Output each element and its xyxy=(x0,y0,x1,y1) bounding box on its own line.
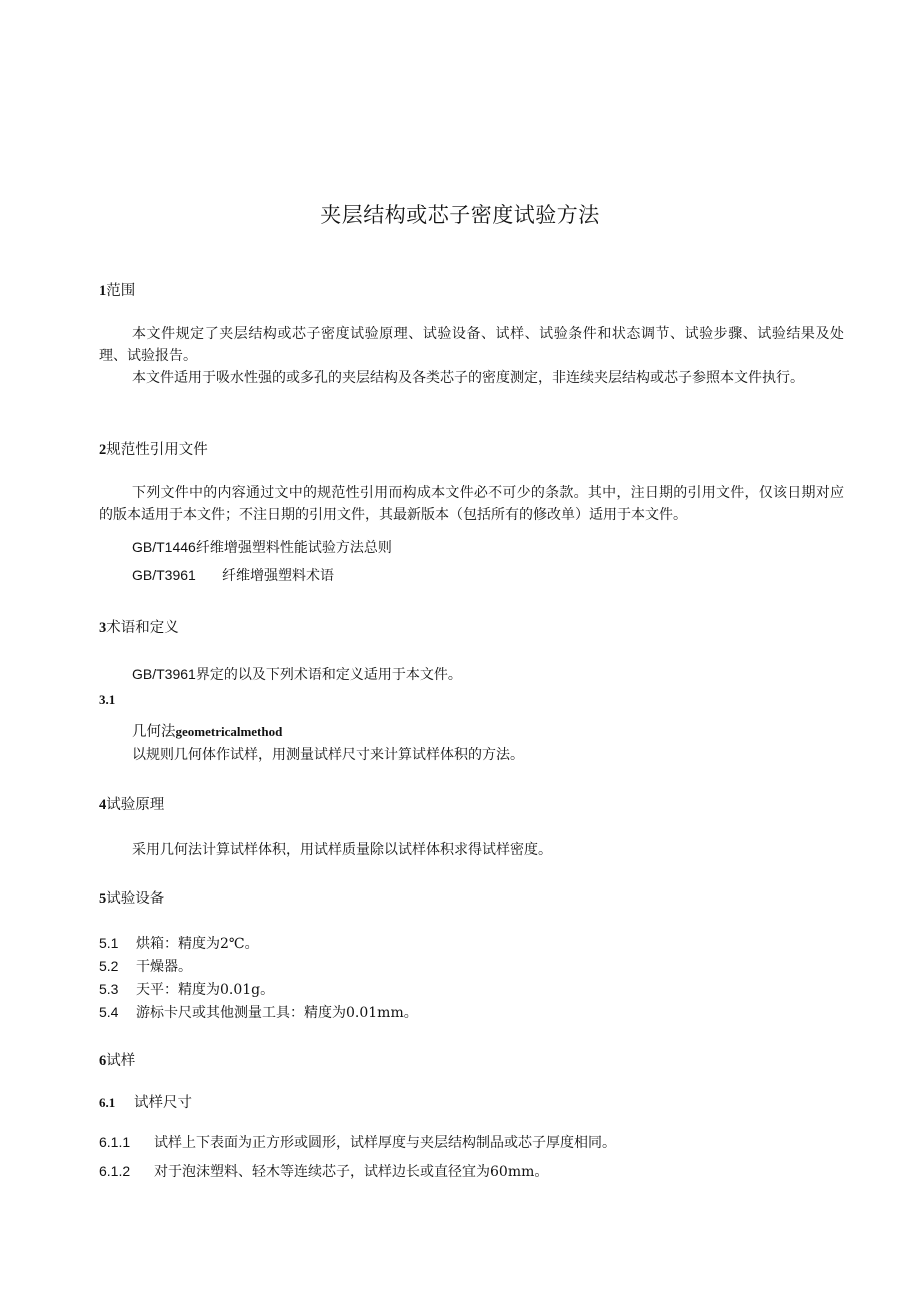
reference-item xyxy=(132,537,392,557)
section-3-heading xyxy=(99,616,179,637)
term-chinese: 几何法 xyxy=(132,724,176,740)
section-number: 3 xyxy=(99,620,107,636)
section-title: 试验原理 xyxy=(106,797,165,813)
term-heading xyxy=(132,720,282,741)
item-text: 游标卡尺或其他测量工具：精度为0.01mm。 xyxy=(136,1005,418,1021)
equipment-item xyxy=(99,979,274,999)
document-title: 夹层结构或芯子密度试验方法 xyxy=(320,203,600,227)
section-title: 术语和定义 xyxy=(106,620,179,636)
section-number: 5 xyxy=(99,891,107,907)
section-number: 2 xyxy=(99,442,107,458)
section-1-paragraph-2: 本文件适用于吸水性强的或多孔的夹层结构及各类芯子的密度测定，非连续夹层结构或芯子参照本文件执行。 xyxy=(132,370,804,386)
item-text: 试样上下表面为正方形或圆形，试样厚度与夹层结构制品或芯子厚度相同。 xyxy=(154,1135,616,1151)
section-2-paragraph-1: 下列文件中的内容通过文中的规范性引用而构成本文件必不可少的条款。其中，注日期的引用文件，仅该日期对应的版本适用于本文件；不注日期的引用文件，其最新版本（包括所有的修改单）适用于本文件。 xyxy=(99,485,844,523)
item-number: 5.2 xyxy=(99,958,119,974)
section-title: 试样 xyxy=(106,1053,136,1069)
intro-text: 界定的以及下列术语和定义适用于本文件。 xyxy=(195,667,462,683)
section-number: 1 xyxy=(99,283,107,299)
term-english: geometricalmethod xyxy=(175,724,283,739)
section-title: 规范性引用文件 xyxy=(106,442,208,458)
term-number: 3.1 xyxy=(99,692,116,707)
item-text: 天平：精度为0.01g。 xyxy=(136,982,275,998)
subsection-title: 试样尺寸 xyxy=(134,1095,192,1111)
item-text: 干燥器。 xyxy=(136,959,192,975)
specimen-item xyxy=(99,1161,548,1181)
specimen-item xyxy=(99,1132,616,1152)
section-number: 4 xyxy=(99,797,107,813)
item-text: 烘箱：精度为2℃。 xyxy=(136,936,259,952)
item-text: 对于泡沫塑料、轻木等连续芯子，试样边长或直径宜为60mm。 xyxy=(154,1164,549,1180)
section-number: 6 xyxy=(99,1053,107,1069)
section-title: 试验设备 xyxy=(106,891,165,907)
equipment-item xyxy=(99,933,259,953)
reference-title: 纤维增强塑料术语 xyxy=(222,568,334,584)
reference-item xyxy=(132,565,334,585)
section-title: 范围 xyxy=(106,283,136,299)
subsection-6-1-heading xyxy=(99,1091,192,1112)
item-number: 6.1.2 xyxy=(99,1163,131,1179)
item-number: 6.1.1 xyxy=(99,1134,131,1150)
reference-code: GB/T3961 xyxy=(132,666,196,682)
reference-title: 纤维增强塑料性能试验方法总则 xyxy=(195,540,392,556)
section-1-paragraph-1: 本文件规定了夹层结构或芯子密度试验原理、试验设备、试样、试验条件和状态调节、试验步骤、试验结果及处理、试验报告。 xyxy=(99,326,844,364)
subsection-number: 6.1 xyxy=(99,1095,116,1110)
section-2-heading xyxy=(99,438,208,459)
section-5-heading xyxy=(99,887,164,908)
term-definition: 以规则几何体作试样，用测量试样尺寸来计算试样体积的方法。 xyxy=(132,747,524,763)
item-number: 5.1 xyxy=(99,935,119,951)
section-3-intro xyxy=(132,664,462,684)
item-number: 5.3 xyxy=(99,981,119,997)
section-4-heading xyxy=(99,793,164,814)
equipment-item xyxy=(99,956,192,976)
item-number: 5.4 xyxy=(99,1004,119,1020)
section-1-heading xyxy=(99,279,135,300)
section-6-heading xyxy=(99,1049,135,1070)
reference-code: GB/T3961 xyxy=(132,567,196,583)
reference-code: GB/T1446 xyxy=(132,539,196,555)
equipment-item xyxy=(99,1002,418,1022)
section-4-paragraph-1: 采用几何法计算试样体积，用试样质量除以试样体积求得试样密度。 xyxy=(132,842,552,858)
